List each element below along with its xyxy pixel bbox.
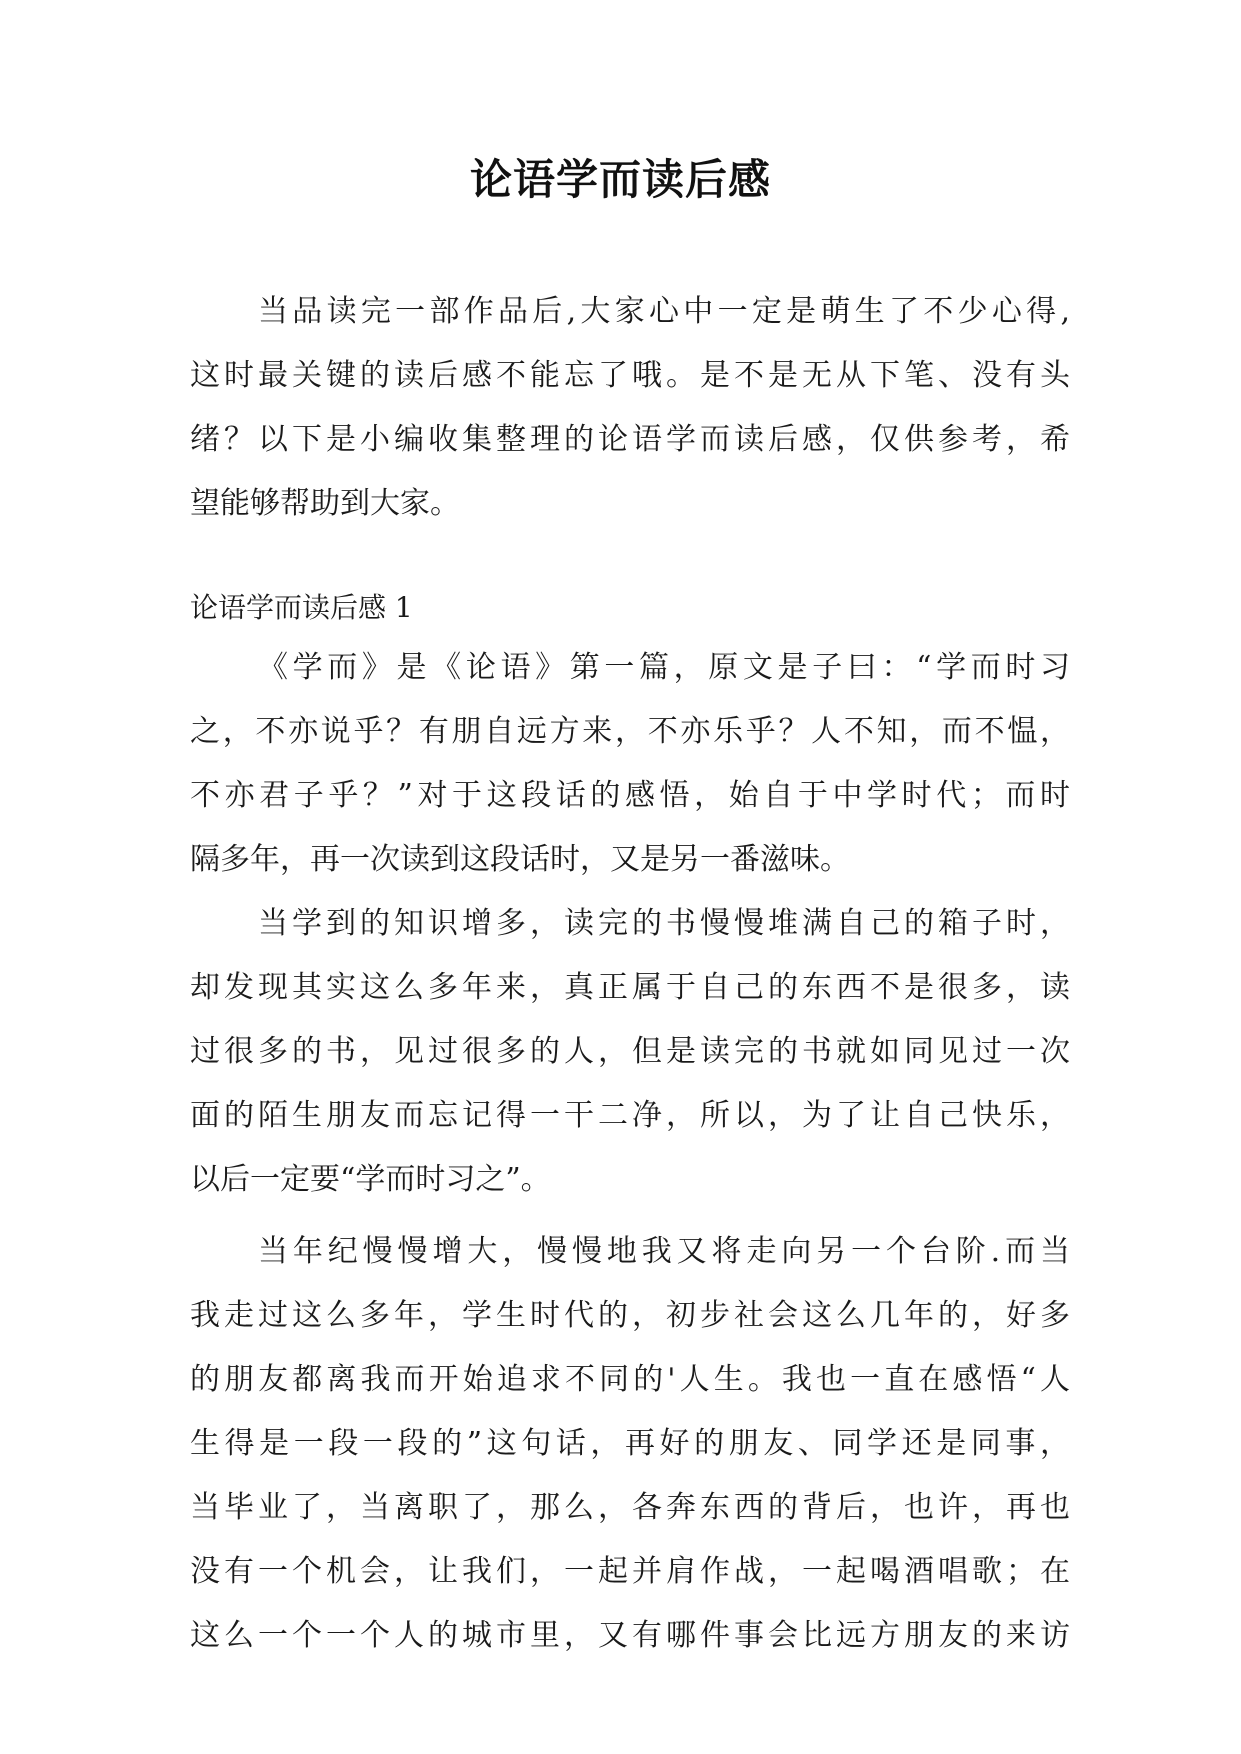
paragraph-line: 我走过这么多年，学生时代的，初步社会这么几年的，好多 xyxy=(190,1298,1070,1333)
paragraph-line: 的朋友都离我而开始追求不同的'人生。我也一直在感悟“人 xyxy=(190,1362,1070,1397)
paragraph-line: 当年纪慢慢增大，慢慢地我又将走向另一个台阶.而当 xyxy=(258,1234,1070,1269)
paragraph-line: 却发现其实这么多年来，真正属于自己的东西不是很多，读 xyxy=(190,970,1070,1005)
paragraph-line: 当毕业了，当离职了，那么，各奔东西的背后，也许，再也 xyxy=(190,1490,1070,1525)
intro-line: 望能够帮助到大家。 xyxy=(190,486,460,521)
paragraph-line: 不亦君子乎？”对于这段话的感悟，始自于中学时代；而时 xyxy=(190,778,1070,813)
paragraph-line: 过很多的书，见过很多的人，但是读完的书就如同见过一次 xyxy=(190,1034,1070,1069)
document-title: 论语学而读后感 xyxy=(469,155,771,204)
paragraph-line: 《学而》是《论语》第一篇，原文是子曰：“学而时习 xyxy=(258,650,1070,685)
intro-line: 绪？以下是小编收集整理的论语学而读后感，仅供参考，希 xyxy=(190,422,1070,457)
paragraph-line: 生得是一段一段的”这句话，再好的朋友、同学还是同事， xyxy=(190,1426,1070,1461)
paragraph-line: 面的陌生朋友而忘记得一干二净，所以，为了让自己快乐， xyxy=(190,1098,1070,1133)
paragraph-line: 没有一个机会，让我们，一起并肩作战，一起喝酒唱歌；在 xyxy=(190,1554,1070,1589)
paragraph-line: 之，不亦说乎？有朋自远方来，不亦乐乎？人不知，而不愠， xyxy=(190,714,1070,749)
intro-line: 当品读完一部作品后,大家心中一定是萌生了不少心得, xyxy=(258,294,1070,329)
paragraph-line: 当学到的知识增多，读完的书慢慢堆满自己的箱子时， xyxy=(258,906,1070,941)
paragraph-line: 隔多年，再一次读到这段话时，又是另一番滋味。 xyxy=(190,842,850,877)
intro-line: 这时最关键的读后感不能忘了哦。是不是无从下笔、没有头 xyxy=(190,358,1070,393)
section-heading: 论语学而读后感 1 xyxy=(190,591,413,624)
paragraph-line: 以后一定要“学而时习之”。 xyxy=(190,1162,551,1197)
paragraph-line: 这么一个一个人的城市里，又有哪件事会比远方朋友的来访 xyxy=(190,1618,1070,1653)
